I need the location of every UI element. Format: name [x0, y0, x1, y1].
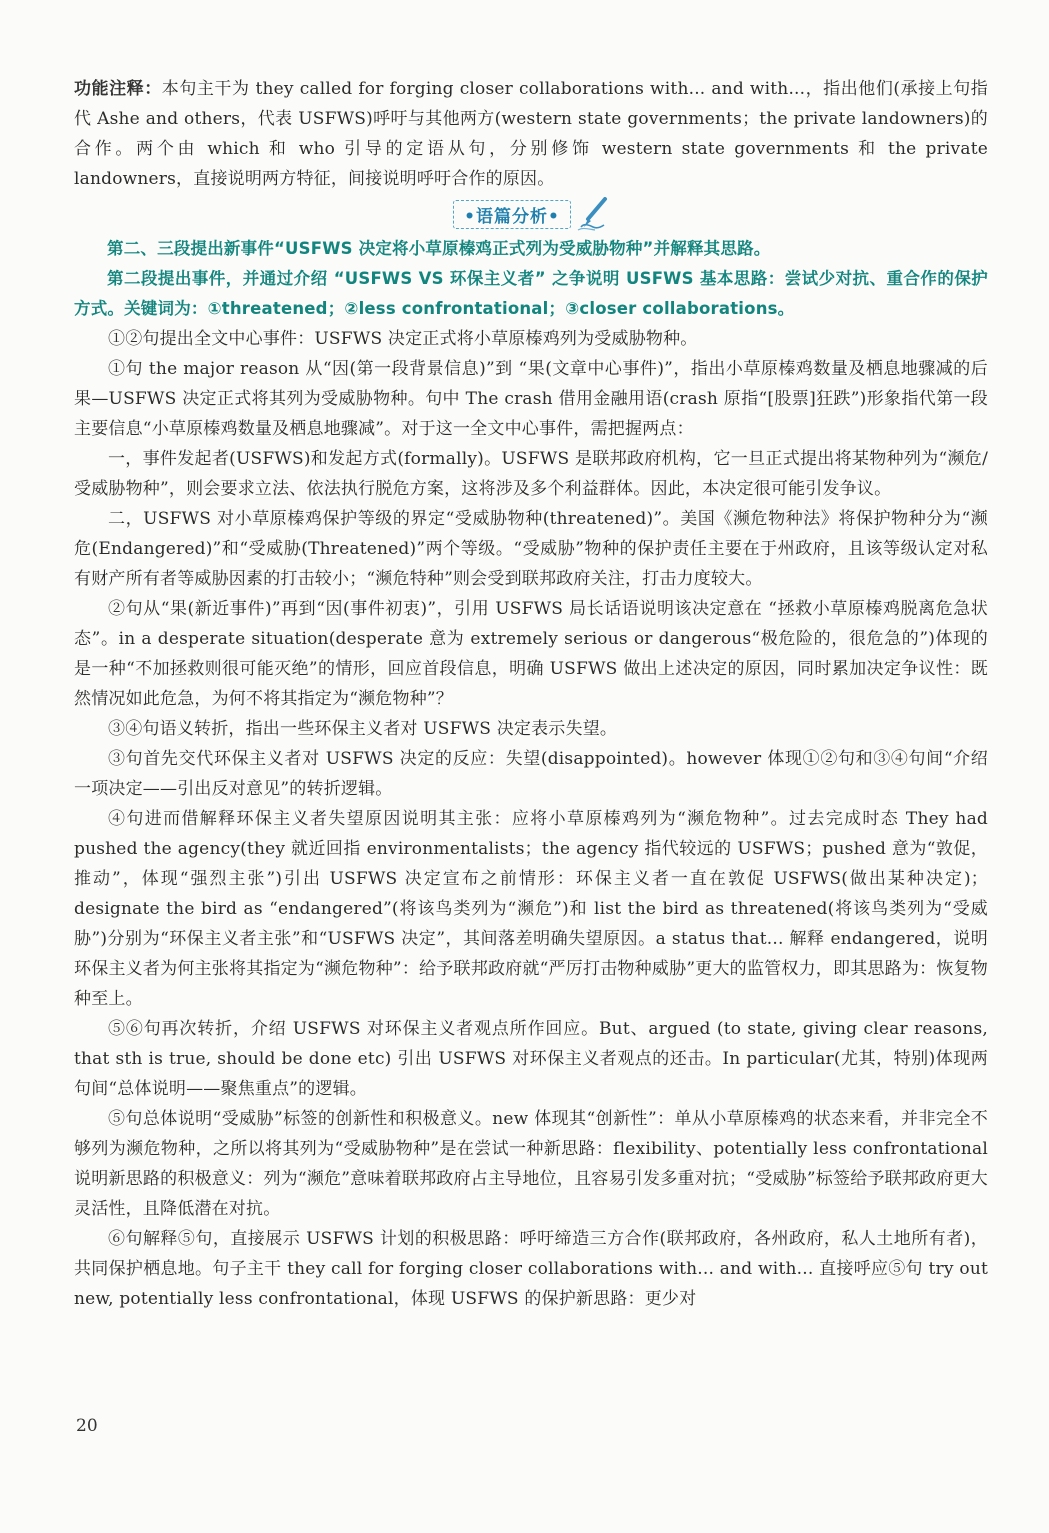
section-heading	[74, 196, 988, 232]
body-paragraph: ③句首先交代环保主义者对 USFWS 决定的反应：失望(disappointed)。however 体现①②句和③④句间“介绍一项决定——引出反对意见”的转折逻辑。	[74, 749, 988, 799]
pen-icon	[575, 197, 609, 231]
body-paragraph: ⑤句总体说明“受威胁”标签的创新性和积极意义。new 体现其“创新性”：单从小草原榛鸡的状态来看，并非完全不够列为濒危物种，之所以将其列为“受威胁物种”是在尝试一种新思路：flexibility、potentially less confrontational 说明新思路的积极意义：列为“濒危”意味着联邦政府占主导地位，且容易引发多重对抗；“受威胁”标签给予联邦政府更大灵活性，且降低潜在对抗。	[74, 1109, 988, 1219]
analysis-highlight-1: 第二、三段提出新事件“USFWS 决定将小草原榛鸡正式列为受威胁物种”并解释其思路。	[107, 239, 771, 258]
function-note-paragraph	[74, 74, 988, 194]
analysis-highlight-2: 第二段提出事件，并通过介绍 “USFWS VS 环保主义者” 之争说明 USFWS 基本思路：尝试少对抗、重合作的保护方式。关键词为：①threatened；②less confrontational；③closer collaborations。	[74, 269, 988, 318]
body-paragraph: 二，USFWS 对小草原榛鸡保护等级的界定“受威胁物种(threatened)”。美国《濒危物种法》将保护物种分为“濒危(Endangered)”和“受威胁(Threatened)”两个等级。“受威胁”物种的保护责任主要在于州政府，且该等级认定对私有财产所有者等威胁因素的打击较小；“濒危特种”则会受到联邦政府关注，打击力度较大。	[74, 509, 988, 589]
body-paragraph: 一，事件发起者(USFWS)和发起方式(formally)。USFWS 是联邦政府机构，它一旦正式提出将某物种列为“濒危/受威胁物种”，则会要求立法、依法执行脱危方案，这将涉及多个利益群体。因此，本决定很可能引发争议。	[74, 449, 988, 499]
function-note-text: 本句主干为 they called for forging closer collaborations with... and with...，指出他们(承接上句指代 Ashe and others，代表 USFWS)呼吁与其他两方(western state governments；the private landowners)的合作。两个由 which 和 who 引导的定语从句，分别修饰 western state governments 和 the private landowners，直接说明两方特征，间接说明呼吁合作的原因。	[74, 79, 988, 189]
body-paragraph: ③④句语义转折，指出一些环保主义者对 USFWS 决定表示失望。	[108, 719, 618, 739]
body-paragraph: ②句从“果(新近事件)”再到“因(事件初衷)”，引用 USFWS 局长话语说明该决定意在 “拯救小草原榛鸡脱离危急状态”。in a desperate situation(desperate 意为 extremely serious or dangerous“极危险的，很危急的”)体现的是一种“不加拯救则很可能灭绝”的情形，回应首段信息，明确 USFWS 做出上述决定的原因，同时累加决定争议性：既然情况如此危急，为何不将其指定为“濒危物种”？	[74, 599, 988, 709]
body-paragraph: ①句 the major reason 从“因(第一段背景信息)”到 “果(文章中心事件)”，指出小草原榛鸡数量及栖息地骤减的后果—USFWS 决定正式将其列为受威胁物种。句中 The crash 借用金融用语(crash 原指“[股票]狂跌”)形象指代第一段主要信息“小草原榛鸡数量及栖息地骤减”。对于这一全文中心事件，需把握两点：	[74, 359, 988, 439]
body-paragraph: ①②句提出全文中心事件：USFWS 决定正式将小草原榛鸡列为受威胁物种。	[108, 329, 698, 349]
body-paragraph: ⑤⑥句再次转折，介绍 USFWS 对环保主义者观点所作回应。But、argued (to state, giving clear reasons, that sth is true, should be done etc) 引出 USFWS 对环保主义者观点的还击。In particular(尤其，特别)体现两句间“总体说明——聚焦重点”的逻辑。	[74, 1019, 988, 1099]
body-paragraph: ④句进而借解释环保主义者失望原因说明其主张：应将小草原榛鸡列为“濒危物种”。过去完成时态 They had pushed the agency(they 就近回指 environmentalists；the agency 指代较远的 USFWS；pushed 意为“敦促，推动”，体现“强烈主张”)引出 USFWS 决定宣布之前情形：环保主义者一直在敦促 USFWS(做出某种决定)；designate the bird as “endangered”(将该鸟类列为“濒危”)和 list the bird as threatened(将该鸟类列为“受威胁”)分别为“环保主义者主张”和“USFWS 决定”，其间落差明确失望原因。a status that... 解释 endangered，说明环保主义者为何主张将其指定为“濒危物种”：给予联邦政府就“严厉打击物种威胁”更大的监管权力，即其思路为：恢复物种至上。	[74, 809, 988, 1009]
section-title-badge: •语篇分析•	[453, 200, 571, 229]
body-paragraph: ⑥句解释⑤句，直接展示 USFWS 计划的积极思路：呼吁缔造三方合作(联邦政府，各州政府，私人土地所有者)，共同保护栖息地。句子主干 they call for forging closer collaborations with... and with... 直接呼应⑤句 try out new, potentially less confrontational，体现 USFWS 的保护新思路：更少对	[74, 1229, 988, 1309]
function-note-label: 功能注释：	[74, 79, 162, 99]
page-number: 20	[76, 1416, 98, 1436]
page-content	[74, 74, 988, 1314]
